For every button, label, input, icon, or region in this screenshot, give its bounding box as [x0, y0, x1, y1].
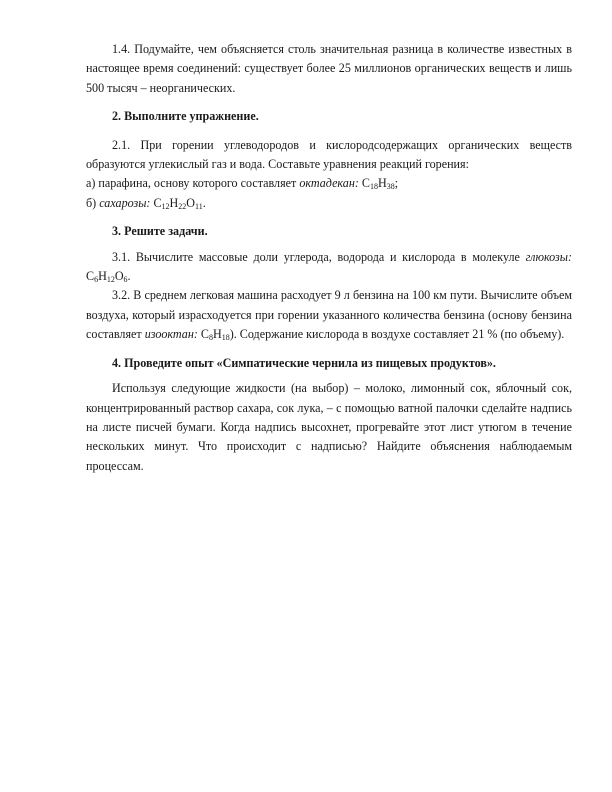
- item-a-paraffin: а) парафина, основу которого составляет октадекан: $C_{18}H_{38}$;: [86, 176, 399, 192]
- heading-problems: 3. Решите задачи.: [112, 224, 208, 239]
- paragraph-experiment: Используя следующие жидкости (на выбор) – молоко, лимонный сок, яблочный сок, концентрированный раствор сахара, сок лука, – с помощью ватной палочки сделайте надпись на листе писчей бумаги. Когда надпись высохнет, прогревайте этот лист утюгом в течение нескольких минут. Что происходит с надписью? Найдите объяснения наблюдаемым процессам.: [86, 381, 572, 473]
- heading-experiment: 4. Проведите опыт «Симпатические чернила из пищевых продуктов».: [112, 355, 496, 370]
- item-b-sucrose: б) сахарозы: $C_{12}H_{22}O_{11}$.: [86, 195, 206, 211]
- paragraph-3-2: 3.2. В среднем легковая машина расходует 9 л бензина на 100 км пути. Вычислите объем воздуха, который израсходуется при горении указанного количества бензина (основу бензина составляет изооктан: $C_8H_{18}$). Содержание кислорода в воздухе составляет 21 % (по объему).: [86, 288, 572, 343]
- heading-exercise: 2. Выполните упражнение.: [112, 109, 259, 124]
- paragraph-2-1: 2.1. При горении углеводородов и кислородсодержащих органических веществ образуются углекислый газ и вода. Составьте уравнения реакций горения:: [86, 137, 572, 172]
- paragraph-1-4: 1.4. Подумайте, чем объясняется столь значительная разница в количестве известных в настоящее время соединений: существует более 25 миллионов органических веществ и лишь 500 тысяч – неорганических.: [86, 42, 572, 95]
- paragraph-3-1: 3.1. Вычислите массовые доли углерода, водорода и кислорода в молекуле глюкозы: $C_6H_{12}O_6$.: [86, 249, 572, 285]
- document-page: [86, 40, 572, 476]
